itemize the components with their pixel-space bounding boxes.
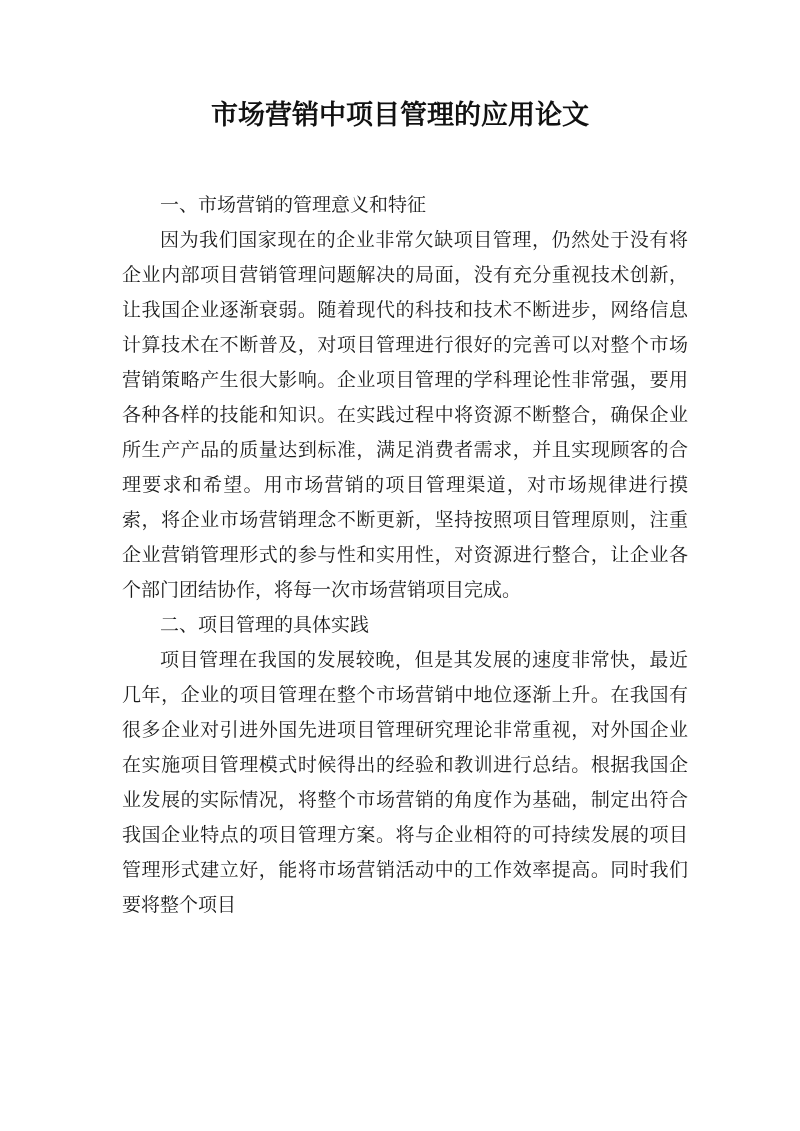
document-body: [122, 188, 688, 923]
section-heading-1: 一、市场营销的管理意义和特征: [160, 194, 427, 216]
section-paragraph-1: 因为我们国家现在的企业非常欠缺项目管理，仍然处于没有将企业内部项目营销管理问题解决的局面，没有充分重视技术创新，让我国企业逐渐衰弱。随着现代的科技和技术不断进步，网络信息计算技术在不断普及，对项目管理进行很好的完善可以对整个市场营销策略产生很大影响。企业项目管理的学科理论性非常强，要用各种各样的技能和知识。在实践过程中将资源不断整合，确保企业所生产产品的质量达到标准，满足消费者需求，并且实现顾客的合理要求和希望。用市场营销的项目管理渠道，对市场规律进行摸索，将企业市场营销理念不断更新，坚持按照项目管理原则，注重企业营销管理形式的参与性和实用性，对资源进行整合，让企业各个部门团结协作，将每一次市场营销项目完成。: [122, 229, 688, 601]
section-paragraph-2: 项目管理在我国的发展较晚，但是其发展的速度非常快，最近几年，企业的项目管理在整个市场营销中地位逐渐上升。在我国有很多企业对引进外国先进项目管理研究理论非常重视，对外国企业在实施项目管理模式时候得出的经验和教训进行总结。根据我国企业发展的实际情况，将整个市场营销的角度作为基础，制定出符合我国企业特点的项目管理方案。将与企业相符的可持续发展的项目管理形式建立好，能将市场营销活动中的工作效率提高。同时我们要将整个项目: [122, 649, 688, 916]
document-title: 市场营销中项目管理的应用论文: [211, 100, 589, 131]
section-heading-2: 二、项目管理的具体实践: [160, 614, 370, 636]
